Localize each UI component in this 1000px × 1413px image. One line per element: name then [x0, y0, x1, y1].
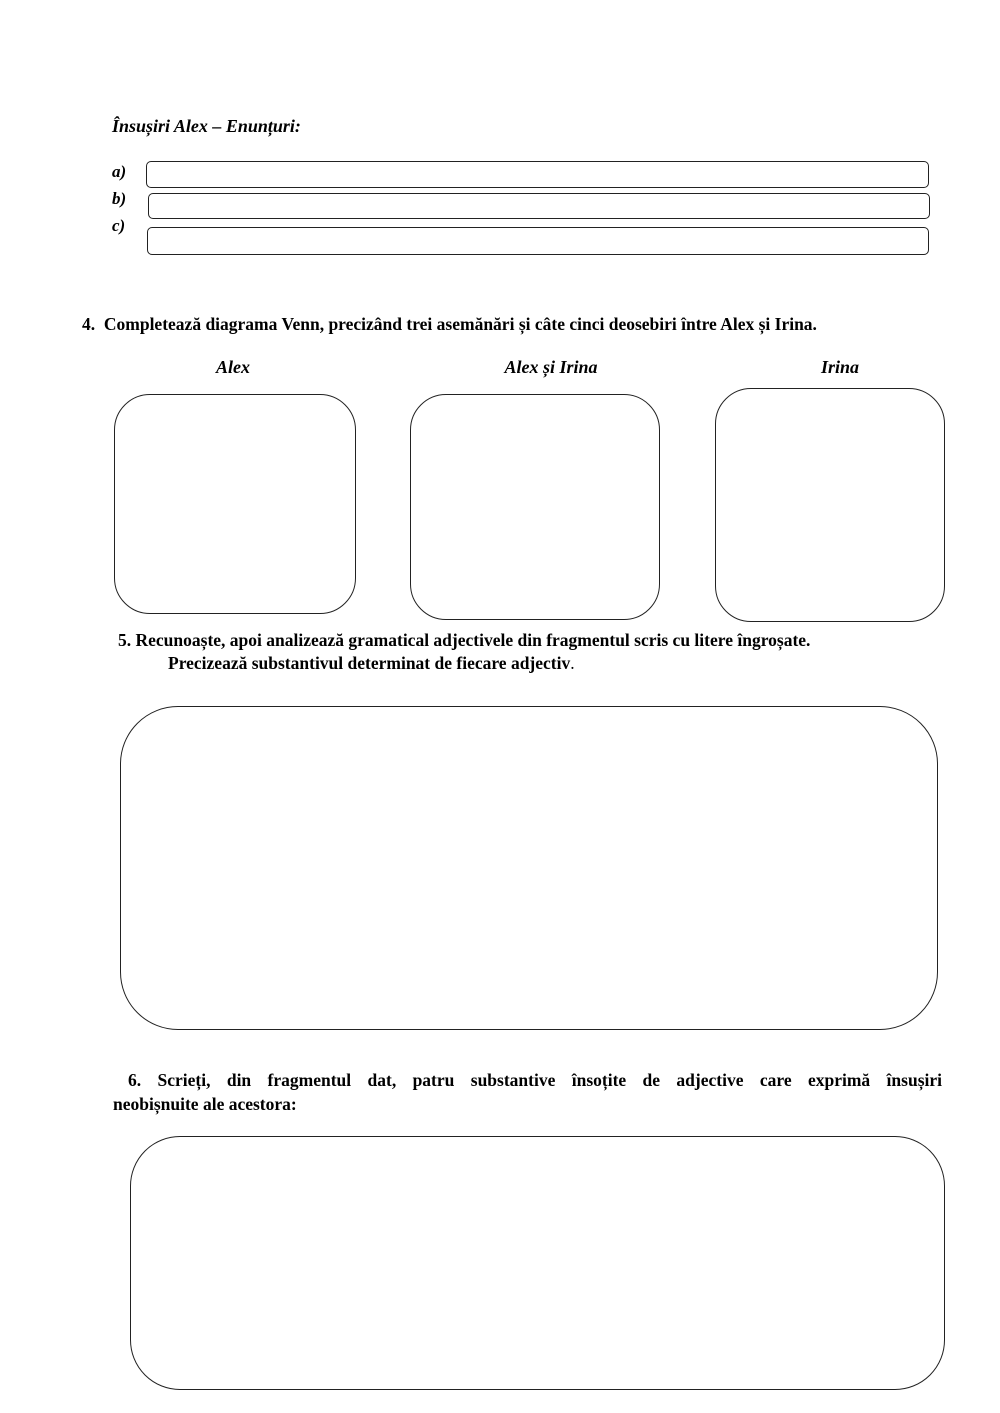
section-5-line2-text: Precizează substantivul determinat de fiecare adjectiv [168, 653, 571, 673]
answer-field-c[interactable] [147, 227, 929, 255]
section-3-heading: Însușiri Alex – Enunțuri: [112, 116, 301, 136]
section-4-instruction [82, 313, 952, 335]
venn-box-alex[interactable] [114, 394, 356, 614]
venn-box-both[interactable] [410, 394, 660, 620]
section-5-line2-period: . [570, 653, 575, 673]
answer-field-a[interactable] [146, 161, 929, 188]
section-4-number: 4. [82, 314, 96, 334]
section-5-instruction-line1: 5. Recunoaște, apoi analizează gramatical adjectivele din fragmentul scris cu litere îngroșate. [118, 630, 811, 650]
venn-box-irina[interactable] [715, 388, 945, 622]
section-6-answer-box[interactable] [130, 1136, 945, 1390]
section-5-instruction-line2 [168, 652, 575, 674]
section-5-answer-box[interactable] [120, 706, 938, 1030]
venn-label-irina: Irina [820, 357, 860, 377]
section-6-instruction-line1 [113, 1069, 942, 1091]
section-6-line1-text: 6. Scrieți, din fragmentul dat, patru substantive însoțite de adjective care exprimă însușiri [128, 1070, 942, 1090]
section-4-text: Completează diagrama Venn, precizând trei asemănări și câte cinci deosebiri între Alex și Irina. [103, 314, 817, 334]
line-label-b: b) [112, 189, 127, 208]
answer-field-b[interactable] [148, 193, 930, 219]
line-label-a: a) [112, 162, 127, 181]
line-label-c: c) [112, 216, 126, 235]
section-6-instruction-line2: neobișnuite ale acestora: [113, 1094, 297, 1114]
venn-label-both: Alex și Irina [504, 357, 598, 377]
venn-label-alex: Alex [216, 357, 250, 377]
